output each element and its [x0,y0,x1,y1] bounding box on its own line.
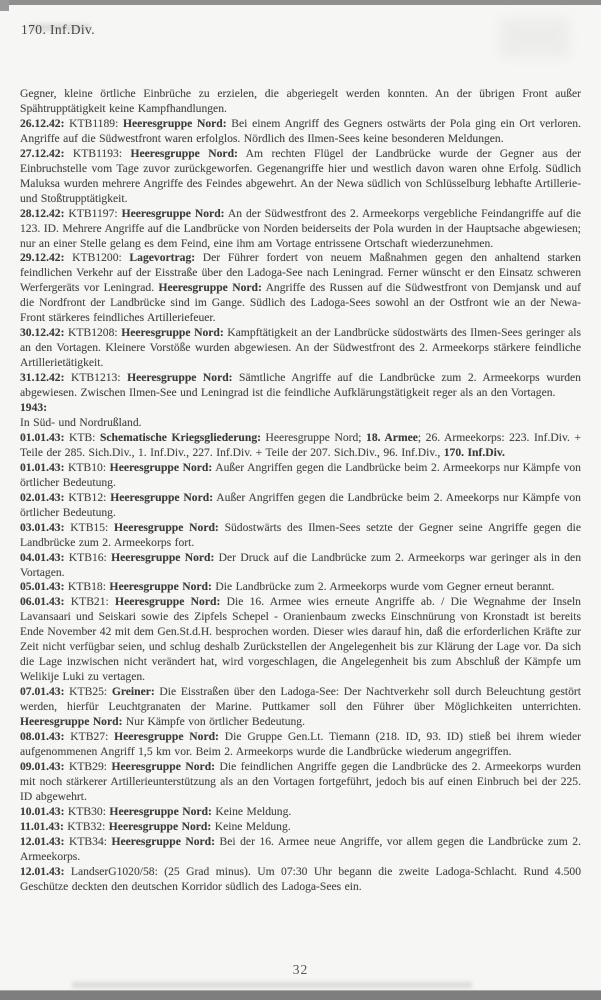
entry-text: Die feindlichen Angriffe gegen die Landbrücke des 2. Armeekorps wurden mit noch stärkerer Artillerieunterstützung als an den Vortagen fortgeführt, jedoch bis auf einen Einbruch bei der 225. ID abgewehrt. [20,759,581,803]
entry-text: Kampftätigkeit an der Landbrücke südostwärts des Ilmen-Sees geringer als an den Vortagen. Kleinere Vorstöße wurden abgewiesen. An der Südwestfront des 2. Armeekorps stärkere feindliche Artillerietätigkeit. [20,326,581,370]
entry-paragraph [20,595,581,685]
entry-paragraph [20,835,581,865]
entry-text: Am rechten Flügel der Landbrücke wurde der Gegner aus der Einbruchstelle vom Tage zuvor zurückgeworfen. Gegenangriffe hier und westlich davon waren ohne Erfolg. Südlich Maluksa wurden mehrere Angriffe des Feindes abgewehrt. An der Newa südlich von Schlüsselburg lebhafte Artillerie- und Stoßtrupptätigkeit. [20,146,581,205]
entry-text: Außer Angriffen gegen die Landbrücke beim 2. Armeekorps nur Kämpfe von örtlicher Bedeutung. [20,460,581,489]
entry-paragraph [20,431,581,461]
entry-paragraph [20,371,581,401]
entry-text: KTB1197: [64,206,122,220]
entry-text: KTB1189: [64,116,123,130]
entry-bold-text: 01.01.43: [20,430,65,444]
entry-bold-text: 06.01.43: [20,595,65,609]
entry-bold-text: Heeresgruppe Nord: [110,490,214,504]
entry-bold-text: Heeresgruppe Nord: [108,819,212,833]
entry-text: LandserG1020/58: (25 Grad minus). Um 07:30 Uhr begann die zweite Ladoga-Schlacht. Rund 4.500 Geschütze deckten den deutschen Korridor südlich des Ladoga-Sees ein. [20,864,581,893]
entry-bold-text: Heeresgruppe Nord: [114,520,219,534]
entry-bold-text: Heeresgruppe Nord: [127,371,233,385]
entry-bold-text: Greiner: [111,685,155,699]
entry-bold-text: 09.01.43: [20,759,65,773]
entry-paragraph [20,685,581,730]
entry-bold-text: 10.01.43: [20,804,65,818]
entry-bold-text: Heeresgruppe Nord: [111,759,215,773]
page-number: 32 [292,962,309,977]
entry-bold-text: 26.12.42: [20,116,65,130]
entry-paragraph [20,416,581,431]
entry-bold-text: 05.01.43: [20,580,65,594]
entry-bold-text: 02.01.43: [20,490,65,504]
entry-text: Der Führer fordert von neuem Maßnahmen gegen den anhaltend starken feindlichen Verkehr auf der Eisstraße über den Ladoga-See nach Leningrad. Ferner wünscht er den Einsatz schweren Werfergeräts vor Leningrad. [20,251,581,295]
entry-bold-text: 170. Inf.Div. [443,445,505,459]
entry-bold-text: 18. Armee [366,430,418,444]
entry-bold-text: 11.01.43: [20,819,64,833]
entry-bold-text: 30.12.42: [20,326,65,340]
entry-paragraph [20,805,581,820]
entry-text: KTB16: [64,550,112,564]
entry-text: In Süd- und Nordrußland. [20,415,142,429]
entry-text: Die Eisstraßen über den Ladoga-See: Der Nachtverkehr soll durch Beleuchtung gestört werden, hierfür Leuchtgranaten der Marine. Puttkamer soll den Führer über Möglichkeiten unterrichten. [20,685,581,714]
entry-bold-text: 27.12.42: [20,146,65,160]
entry-text: Keine Meldung. [211,819,291,833]
entry-text: KTB34: [64,834,112,848]
entry-text: Bei der 16. Armee neue Angriffe, vor allem gegen die Landbrücke zum 2. Armeekorps. [20,834,581,863]
entry-bold-text: Heeresgruppe Nord: [20,715,123,729]
entry-text: KTB30: [64,804,110,818]
entry-bold-text: 31.12.42: [20,371,65,385]
entry-bold-text: 12.01.43: [20,864,65,878]
entry-text: Gegner, kleine örtliche Einbrüche zu erzielen, die abgeriegelt werden konnten. An der übrigen Front außer Spähtrupptätigkeit keine Kampfhandlungen. [20,87,581,115]
entry-paragraph [20,730,581,760]
entry-text: Die Gruppe Gen.Lt. Tiemann (218. ID, 93. ID) stieß bei ihrem wieder aufgenommenen Angriff 1,5 km vor. Beim 2. Armeekorps wurde die Landbrücke wiederum angegriffen. [20,729,581,758]
entry-bold-text: 07.01.43: [20,685,65,699]
entry-text: An der Südwestfront des 2. Armeekorps vergebliche Feindangriffe auf die 123. ID. Mehrere Angriffe auf die Landbrücke von Norden beiderseits der Pola wurden in der Hauptsache abgewiesen; nur an einer Stelle gelang es dem Feind, eine ihm am Vortage entrissene Ortschaft wiederzunehmen. [20,206,581,250]
entry-paragraph [20,461,581,491]
entry-text: Nur Kämpfe von örtlicher Bedeutung. [122,715,306,729]
document-body [20,87,581,894]
entry-text: Angriffe des Russen auf die Südwestfront von Demjansk und auf die Nordfront der Landbrücke sind im Gange. Südlich des Ladoga-Sees sowohl an der Ostfront wie an der Newa-Front stärkeres feindliches Artilleriefeuer. [20,281,581,325]
entry-bold-text: Heeresgruppe Nord: [130,146,238,160]
entry-bold-text: Heeresgruppe Nord: [158,281,262,295]
entry-bold-text: Heeresgruppe Nord: [111,550,215,564]
entry-text: KTB10: [64,460,110,474]
entry-text: KTB18: [64,580,110,594]
entry-text: KTB21: [64,595,116,609]
entry-text: Bei einem Angriff des Gegners ostwärts der Pola ging ein Ort verloren. Angriffe auf die Südwestfront waren erfolglos. Nördlich des Ilmen-Sees keine besonderen Meldungen. [20,116,581,145]
entry-paragraph [20,251,581,326]
entry-bold-text: 1943: [20,401,48,415]
entry-bold-text: Heeresgruppe Nord: [121,326,224,340]
entry-paragraph [20,865,581,895]
entry-bold-text: 01.01.43: [20,460,65,474]
entry-paragraph [20,580,581,595]
entry-text: KTB27: [64,729,115,743]
entry-text: ; 26. Armeekorps: 223. Inf.Div. + Teile der 285. Sich.Div., 1. Inf.Div., 227. Inf.Div. + Teile der 207. Sich.Div., 96. Inf.Div., [20,430,581,459]
entry-paragraph [20,147,581,207]
entry-text: KTB: [64,430,100,444]
scan-ghost-artifact [500,18,570,58]
entry-paragraph [20,521,581,551]
entry-text: Die Landbrücke zum 2. Armeekorps wurde vom Gegner erneut berannt. [211,580,555,594]
entry-paragraph [20,551,581,581]
entry-text: KTB1213: [64,371,128,385]
page-title: 170. Inf.Div. [21,22,96,37]
entry-paragraph [20,326,581,371]
entry-bold-text: Lagevortrag: [129,251,196,265]
entry-bold-text: Heeresgruppe Nord: [111,834,215,848]
entry-text: Außer Angriffen gegen die Landbrücke beim 2. Ameekorps nur Kämpfe von örtlicher Bedeutung. [20,490,581,519]
entry-paragraph [20,117,581,147]
entry-bold-text: Heeresgruppe Nord: [114,729,219,743]
entry-paragraph [20,760,581,805]
entry-text: Der Druck auf die Landbrücke zum 2. Armeekorps war geringer als in den Vortagen. [20,550,581,579]
entry-text: KTB32: [63,819,109,833]
entry-text: Heeresgruppe Nord; [261,430,367,444]
entry-bold-text: 08.01.43: [20,729,65,743]
scan-ghost-text-artifact [72,982,472,988]
entry-paragraph [20,87,581,117]
entry-bold-text: 12.01.43: [20,834,65,848]
entry-text: KTB1200: [64,251,130,265]
entry-paragraph [20,401,581,416]
entry-paragraph [20,491,581,521]
entry-bold-text: Heeresgruppe Nord: [115,595,221,609]
entry-text: Keine Meldung. [211,804,292,818]
entry-text: KTB12: [64,490,111,504]
entry-bold-text: Heeresgruppe Nord: [122,116,227,130]
entry-text: Die 16. Armee wies erneute Angriffe ab. / Die Wegnahme der Inseln Lavansaari und Seiskari sowie des Zipfels Schepel - Oranienbaum zwecks Einschnürung von Kronstadt ist bereits Ende November 42 mit dem Gen.St.d.H. besprochen worden. Dieser wies darauf hin, daß die erforderlichen Kräfte zur Zeit nicht verfügbar seien, und schlug deshalb Zurückstellen der Angelegenheit bis zur Klärung der Lage vor. Da sich die Lage inzwischen nicht verändert hat, wird vorgeschlagen, die Angelegenheit bis zum Abschluß der Kämpfe um Welikije Luki zu vertagen. [20,595,581,684]
entry-text: KTB1208: [64,326,122,340]
entry-bold-text: 29.12.42: [20,251,65,265]
entry-text: Südostwärts des Ilmen-Sees setzte der Gegner seine Angriffe gegen die Landbrücke zum 2. Armeekorps fort. [20,520,581,549]
entry-text: KTB29: [64,759,112,773]
entry-paragraph [20,820,581,835]
entry-bold-text: 04.01.43: [20,550,65,564]
entry-bold-text: Schematische Kriegsgliederung: [99,430,261,444]
scan-corner-artifact [0,0,9,11]
entry-bold-text: Heeresgruppe Nord: [109,580,212,594]
entry-bold-text: Heeresgruppe Nord: [109,460,213,474]
entry-paragraph [20,207,581,252]
entry-text: KTB25: [64,685,112,699]
entry-text: Sämtliche Angriffe auf die Landbrücke zum 2. Armeekorps wurden abgewiesen. Zwischen Ilmen-See und Leningrad ist die feindliche Aufklärungstätigkeit reger als an den Vortagen. [20,371,581,400]
entry-bold-text: Heeresgruppe Nord: [121,206,225,220]
scan-edge-bottom [0,991,601,1000]
scan-edge-top [0,0,601,5]
entry-bold-text: Heeresgruppe Nord: [109,804,212,818]
entry-bold-text: 28.12.42: [20,206,65,220]
entry-text: KTB15: [64,520,115,534]
entry-bold-text: 03.01.43: [20,520,65,534]
entry-text: KTB1193: [64,146,131,160]
